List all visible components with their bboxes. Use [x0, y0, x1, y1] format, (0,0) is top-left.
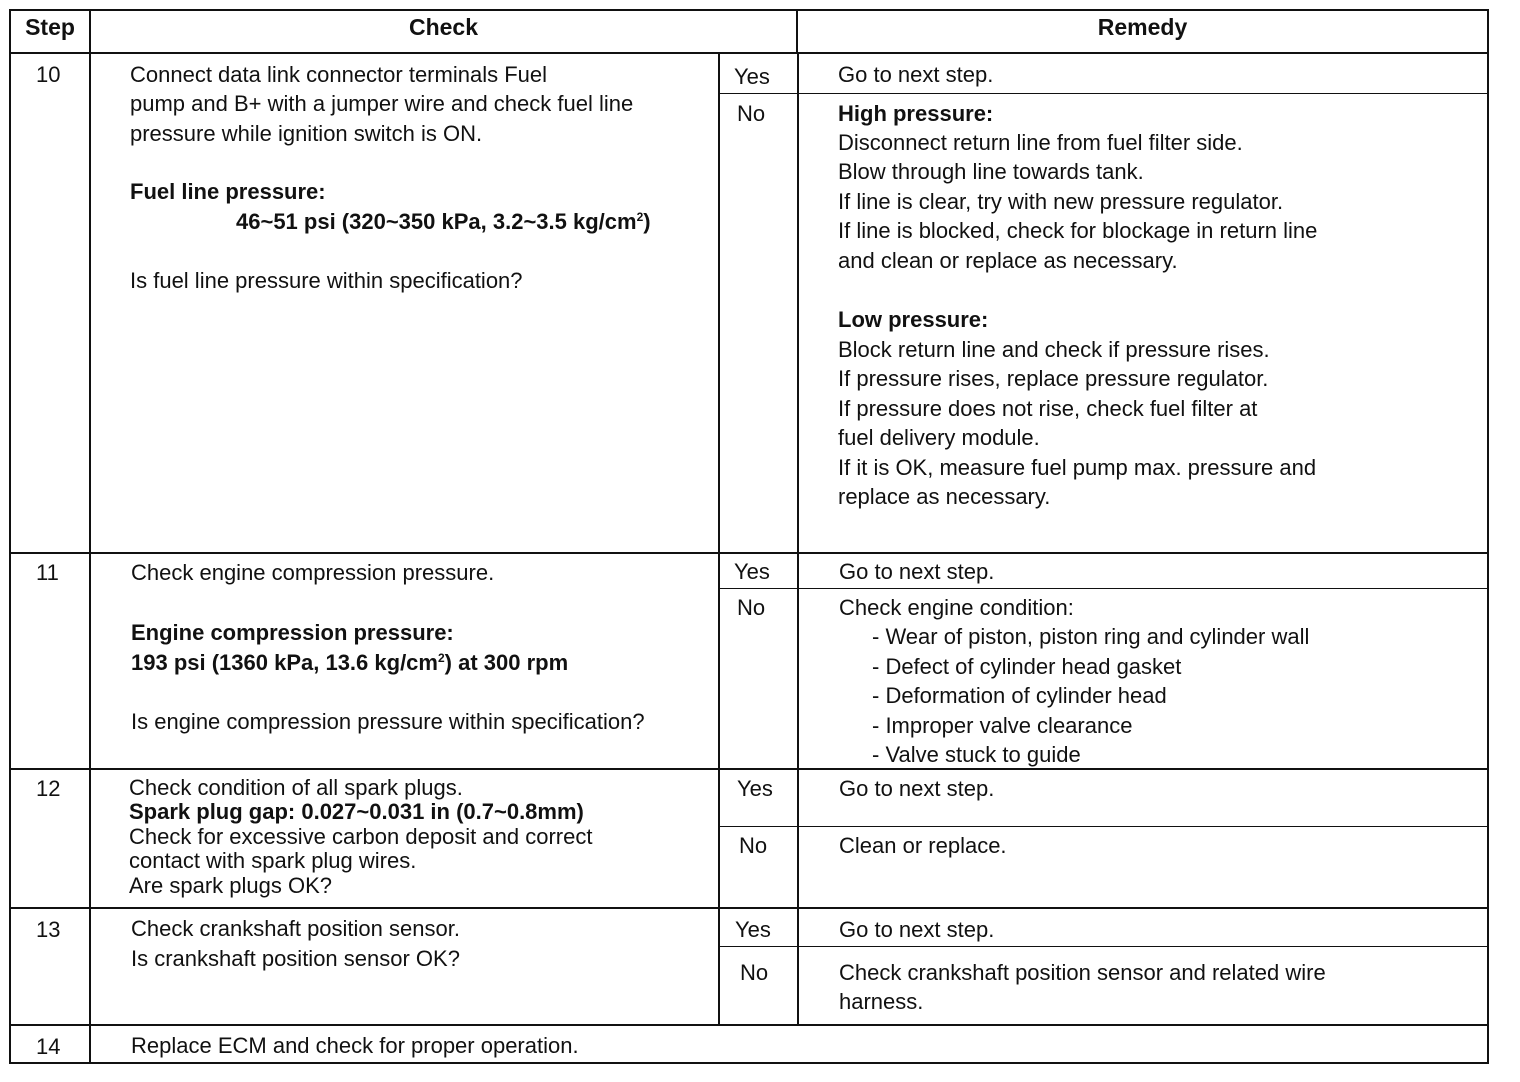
- check-text: Check condition of all spark plugs.: [129, 775, 463, 800]
- yes-label: Yes: [737, 776, 773, 801]
- remedy-item: - Deformation of cylinder head: [872, 683, 1167, 708]
- remedy-line: If pressure rises, replace pressure regulator.: [838, 366, 1269, 391]
- yes-label: Yes: [734, 64, 770, 89]
- remedy-line: and clean or replace as necessary.: [838, 248, 1178, 273]
- question-text: Is fuel line pressure within specification?: [130, 268, 523, 293]
- remedy-line: If line is clear, try with new pressure regulator.: [838, 189, 1284, 214]
- header-check: Check: [408, 14, 479, 40]
- step-number: 12: [36, 776, 61, 801]
- header-step: Step: [25, 14, 75, 40]
- yes-label: Yes: [734, 559, 770, 584]
- yes-remedy: Go to next step.: [839, 559, 995, 584]
- yes-remedy: Go to next step.: [839, 917, 995, 942]
- remedy-item: - Improper valve clearance: [872, 713, 1133, 738]
- no-remedy: harness.: [839, 989, 924, 1014]
- spec-label: Fuel line pressure:: [130, 179, 326, 204]
- step-number: 11: [36, 560, 59, 585]
- remedy-item: - Valve stuck to guide: [872, 742, 1081, 767]
- yes-remedy: Go to next step.: [839, 776, 995, 801]
- no-remedy: Check crankshaft position sensor and related wire: [839, 960, 1326, 985]
- check-text: Connect data link connector terminals Fuel: [130, 62, 547, 87]
- no-label: No: [739, 833, 768, 858]
- remedy-line: If it is OK, measure fuel pump max. pressure and: [838, 455, 1317, 480]
- no-label: No: [737, 595, 766, 620]
- low-pressure-label: Low pressure:: [838, 307, 989, 332]
- remedy-line: replace as necessary.: [838, 484, 1051, 509]
- no-remedy: Clean or replace.: [839, 833, 1007, 858]
- check-text: Check engine compression pressure.: [131, 560, 495, 585]
- check-text: pump and B+ with a jumper wire and check fuel line: [130, 91, 634, 116]
- step-number: 14: [36, 1034, 61, 1059]
- question-text: Is crankshaft position sensor OK?: [131, 946, 460, 971]
- yes-remedy: Go to next step.: [838, 62, 994, 87]
- remedy-title: Check engine condition:: [839, 595, 1074, 620]
- spec-text: Spark plug gap: 0.027~0.031 in (0.7~0.8mm): [129, 799, 584, 824]
- spec-value: 46~51 psi (320~350 kPa, 3.2~3.5 $kg/cm^2$): [236, 209, 651, 234]
- check-text: Check crankshaft position sensor.: [131, 916, 460, 941]
- remedy-line: fuel delivery module.: [838, 425, 1040, 450]
- remedy-line: Blow through line towards tank.: [838, 159, 1144, 184]
- yes-label: Yes: [735, 917, 771, 942]
- spec-label: Engine compression pressure:: [131, 620, 454, 645]
- no-label: No: [737, 101, 766, 126]
- header-remedy: Remedy: [1097, 14, 1188, 40]
- step-number: 10: [36, 62, 61, 87]
- high-pressure-label: High pressure:: [838, 101, 994, 126]
- step-number: 13: [36, 917, 61, 942]
- spec-value: 193 psi (1360 kPa, 13.6 $kg/cm^2$) at 300 rpm: [131, 650, 569, 675]
- no-label: No: [740, 960, 769, 985]
- check-text: contact with spark plug wires.: [129, 848, 417, 873]
- remedy-line: If line is blocked, check for blockage in return line: [838, 218, 1318, 243]
- check-text: Replace ECM and check for proper operation.: [131, 1033, 579, 1058]
- remedy-line: If pressure does not rise, check fuel filter at: [838, 396, 1258, 421]
- remedy-line: Disconnect return line from fuel filter side.: [838, 130, 1243, 155]
- question-text: Is engine compression pressure within specification?: [131, 709, 645, 734]
- remedy-line: Block return line and check if pressure rises.: [838, 337, 1270, 362]
- remedy-item: - Wear of piston, piston ring and cylinder wall: [872, 624, 1310, 649]
- check-text: Check for excessive carbon deposit and correct: [129, 824, 593, 849]
- remedy-item: - Defect of cylinder head gasket: [872, 654, 1182, 679]
- check-text: pressure while ignition switch is ON.: [130, 121, 483, 146]
- question-text: Are spark plugs OK?: [129, 873, 332, 898]
